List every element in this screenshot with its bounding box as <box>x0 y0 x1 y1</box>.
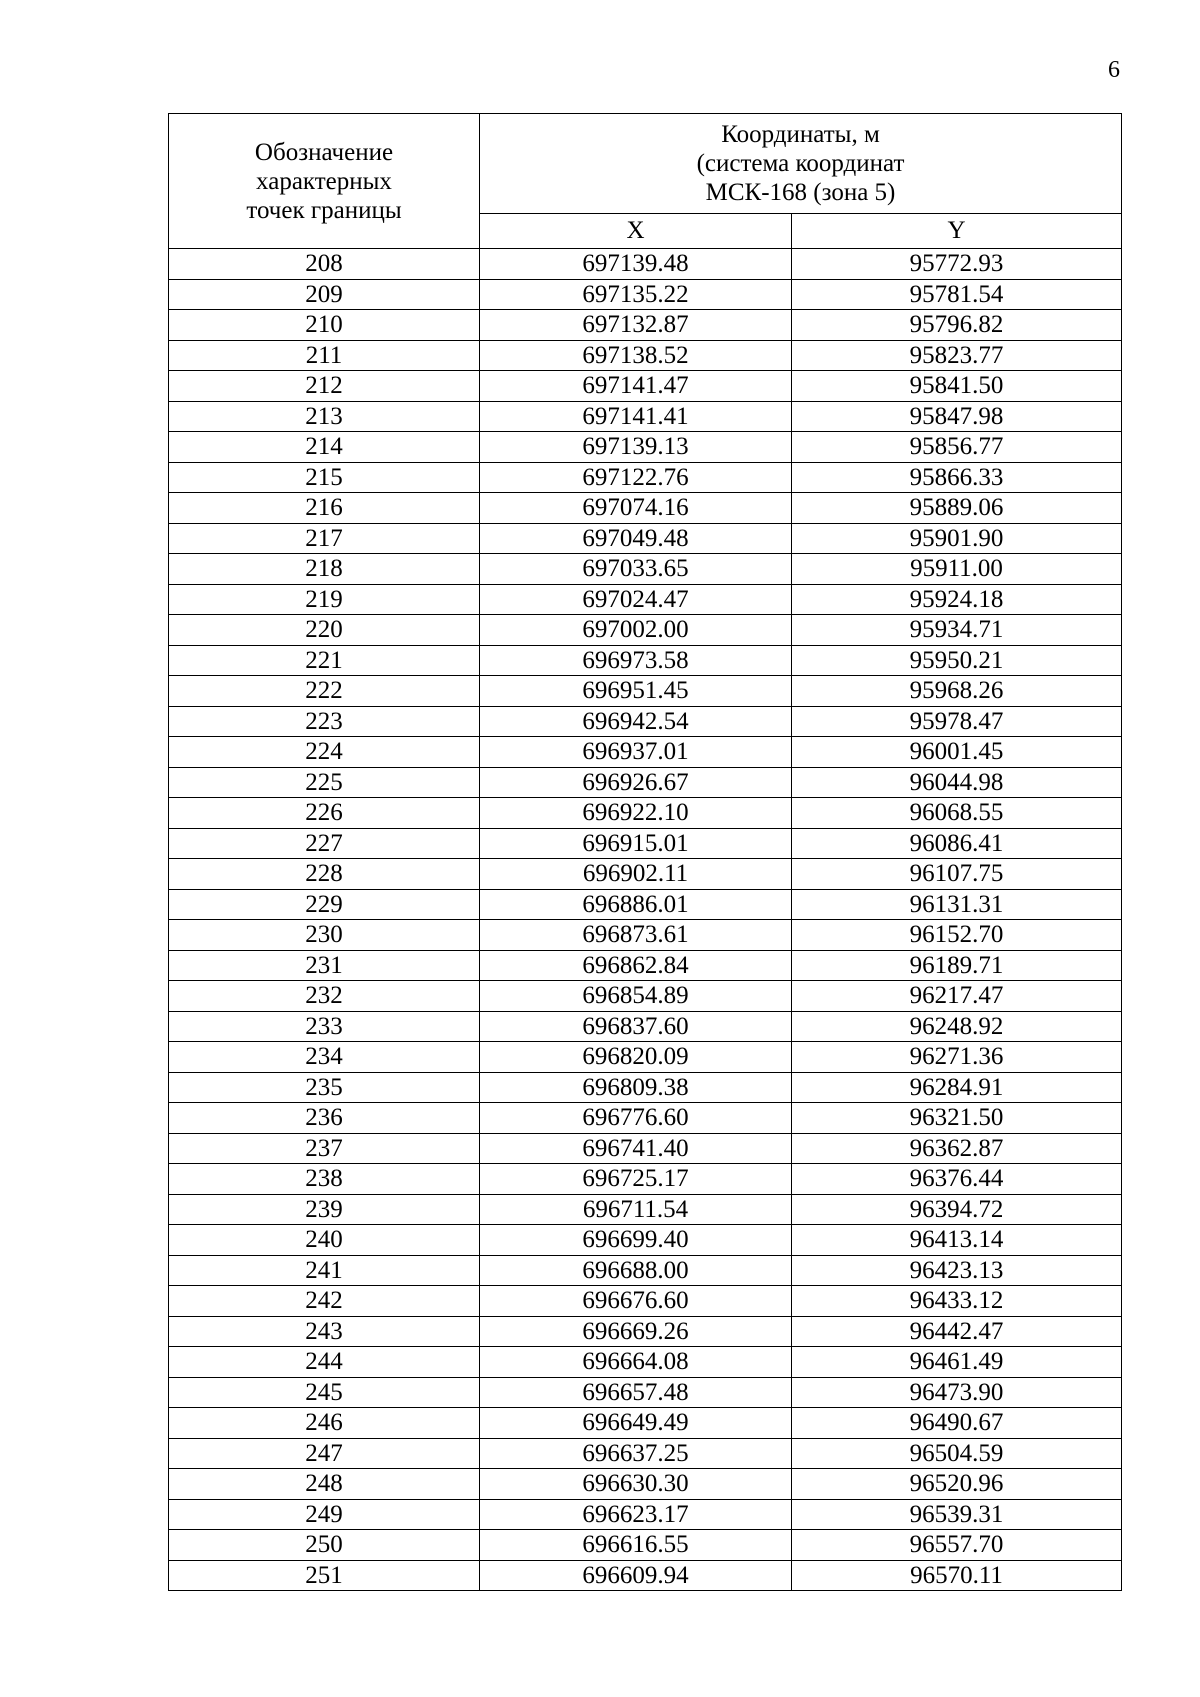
point-number-cell: 250 <box>169 1530 480 1561</box>
x-coordinate-cell: 696609.94 <box>480 1560 792 1591</box>
header-y: Y <box>792 213 1122 248</box>
table-row <box>169 1011 1122 1042</box>
y-coordinate-cell: 96423.13 <box>792 1255 1122 1286</box>
point-number-cell: 244 <box>169 1347 480 1378</box>
y-coordinate-cell: 96068.55 <box>792 798 1122 829</box>
table-row <box>169 340 1122 371</box>
x-coordinate-cell: 696725.17 <box>480 1164 792 1195</box>
table-row <box>169 1133 1122 1164</box>
x-coordinate-cell: 696741.40 <box>480 1133 792 1164</box>
table-row <box>169 1438 1122 1469</box>
table-row <box>169 889 1122 920</box>
y-coordinate-cell: 96461.49 <box>792 1347 1122 1378</box>
y-coordinate-cell: 95911.00 <box>792 554 1122 585</box>
x-coordinate-cell: 696616.55 <box>480 1530 792 1561</box>
point-number-cell: 208 <box>169 249 480 280</box>
table-row <box>169 310 1122 341</box>
x-coordinate-cell: 697002.00 <box>480 615 792 646</box>
point-number-cell: 211 <box>169 340 480 371</box>
point-number-cell: 229 <box>169 889 480 920</box>
y-coordinate-cell: 96376.44 <box>792 1164 1122 1195</box>
table-row <box>169 523 1122 554</box>
x-coordinate-cell: 696637.25 <box>480 1438 792 1469</box>
point-number-cell: 214 <box>169 432 480 463</box>
y-coordinate-cell: 95950.21 <box>792 645 1122 676</box>
point-number-cell: 218 <box>169 554 480 585</box>
point-number-cell: 236 <box>169 1103 480 1134</box>
point-number-cell: 234 <box>169 1042 480 1073</box>
point-number-cell: 248 <box>169 1469 480 1500</box>
point-number-cell: 210 <box>169 310 480 341</box>
table-row <box>169 1316 1122 1347</box>
table-row <box>169 859 1122 890</box>
x-coordinate-cell: 696664.08 <box>480 1347 792 1378</box>
y-coordinate-cell: 96044.98 <box>792 767 1122 798</box>
table-row <box>169 767 1122 798</box>
x-coordinate-cell: 696837.60 <box>480 1011 792 1042</box>
point-number-cell: 225 <box>169 767 480 798</box>
x-coordinate-cell: 696657.48 <box>480 1377 792 1408</box>
point-number-cell: 221 <box>169 645 480 676</box>
table-row <box>169 737 1122 768</box>
y-coordinate-cell: 96413.14 <box>792 1225 1122 1256</box>
x-coordinate-cell: 696623.17 <box>480 1499 792 1530</box>
table-row <box>169 401 1122 432</box>
table-row <box>169 493 1122 524</box>
x-coordinate-cell: 697139.13 <box>480 432 792 463</box>
table-row <box>169 798 1122 829</box>
x-coordinate-cell: 696937.01 <box>480 737 792 768</box>
table-row <box>169 371 1122 402</box>
x-coordinate-cell: 696699.40 <box>480 1225 792 1256</box>
header-coordinates: Координаты, м (система координат МСК-168 (зона 5) <box>480 114 1122 214</box>
page-number: 6 <box>1108 57 1120 83</box>
table-row <box>169 1072 1122 1103</box>
y-coordinate-cell: 96557.70 <box>792 1530 1122 1561</box>
y-coordinate-cell: 96284.91 <box>792 1072 1122 1103</box>
y-coordinate-cell: 95889.06 <box>792 493 1122 524</box>
x-coordinate-cell: 696902.11 <box>480 859 792 890</box>
y-coordinate-cell: 95866.33 <box>792 462 1122 493</box>
point-number-cell: 240 <box>169 1225 480 1256</box>
table-row <box>169 706 1122 737</box>
y-coordinate-cell: 95934.71 <box>792 615 1122 646</box>
point-number-cell: 213 <box>169 401 480 432</box>
x-coordinate-cell: 696862.84 <box>480 950 792 981</box>
y-coordinate-cell: 95772.93 <box>792 249 1122 280</box>
x-coordinate-cell: 696630.30 <box>480 1469 792 1500</box>
x-coordinate-cell: 697049.48 <box>480 523 792 554</box>
point-number-cell: 230 <box>169 920 480 951</box>
table-row <box>169 1194 1122 1225</box>
point-number-cell: 241 <box>169 1255 480 1286</box>
x-coordinate-cell: 696873.61 <box>480 920 792 951</box>
y-coordinate-cell: 96490.67 <box>792 1408 1122 1439</box>
table-row <box>169 1042 1122 1073</box>
table-row <box>169 1103 1122 1134</box>
x-coordinate-cell: 696942.54 <box>480 706 792 737</box>
x-coordinate-cell: 696922.10 <box>480 798 792 829</box>
x-coordinate-cell: 696688.00 <box>480 1255 792 1286</box>
y-coordinate-cell: 96131.31 <box>792 889 1122 920</box>
table-row <box>169 1408 1122 1439</box>
point-number-cell: 233 <box>169 1011 480 1042</box>
table-row <box>169 1530 1122 1561</box>
x-coordinate-cell: 696973.58 <box>480 645 792 676</box>
y-coordinate-cell: 95841.50 <box>792 371 1122 402</box>
y-coordinate-cell: 96394.72 <box>792 1194 1122 1225</box>
header-point-designation: Обозначение характерных точек границы <box>169 114 480 249</box>
table-row <box>169 645 1122 676</box>
x-coordinate-cell: 696886.01 <box>480 889 792 920</box>
y-coordinate-cell: 96362.87 <box>792 1133 1122 1164</box>
y-coordinate-cell: 96539.31 <box>792 1499 1122 1530</box>
table-row <box>169 1560 1122 1591</box>
table-row <box>169 828 1122 859</box>
x-coordinate-cell: 697132.87 <box>480 310 792 341</box>
y-coordinate-cell: 96248.92 <box>792 1011 1122 1042</box>
y-coordinate-cell: 96001.45 <box>792 737 1122 768</box>
y-coordinate-cell: 96570.11 <box>792 1560 1122 1591</box>
point-number-cell: 242 <box>169 1286 480 1317</box>
y-coordinate-cell: 96520.96 <box>792 1469 1122 1500</box>
y-coordinate-cell: 95823.77 <box>792 340 1122 371</box>
x-coordinate-cell: 697122.76 <box>480 462 792 493</box>
x-coordinate-cell: 697024.47 <box>480 584 792 615</box>
y-coordinate-cell: 95901.90 <box>792 523 1122 554</box>
table-row <box>169 676 1122 707</box>
point-number-cell: 249 <box>169 1499 480 1530</box>
table-row <box>169 279 1122 310</box>
y-coordinate-cell: 95847.98 <box>792 401 1122 432</box>
x-coordinate-cell: 697135.22 <box>480 279 792 310</box>
y-coordinate-cell: 95924.18 <box>792 584 1122 615</box>
table-row <box>169 1286 1122 1317</box>
table-row <box>169 249 1122 280</box>
y-coordinate-cell: 96086.41 <box>792 828 1122 859</box>
x-coordinate-cell: 696854.89 <box>480 981 792 1012</box>
table-row <box>169 920 1122 951</box>
y-coordinate-cell: 95796.82 <box>792 310 1122 341</box>
x-coordinate-cell: 697074.16 <box>480 493 792 524</box>
x-coordinate-cell: 696809.38 <box>480 1072 792 1103</box>
x-coordinate-cell: 696820.09 <box>480 1042 792 1073</box>
point-number-cell: 227 <box>169 828 480 859</box>
point-number-cell: 243 <box>169 1316 480 1347</box>
point-number-cell: 220 <box>169 615 480 646</box>
table-row <box>169 1347 1122 1378</box>
point-number-cell: 228 <box>169 859 480 890</box>
point-number-cell: 245 <box>169 1377 480 1408</box>
y-coordinate-cell: 96433.12 <box>792 1286 1122 1317</box>
x-coordinate-cell: 696915.01 <box>480 828 792 859</box>
table-body <box>169 249 1122 1591</box>
table-row <box>169 1255 1122 1286</box>
x-coordinate-cell: 697138.52 <box>480 340 792 371</box>
y-coordinate-cell: 95978.47 <box>792 706 1122 737</box>
point-number-cell: 222 <box>169 676 480 707</box>
y-coordinate-cell: 96504.59 <box>792 1438 1122 1469</box>
y-coordinate-cell: 96442.47 <box>792 1316 1122 1347</box>
point-number-cell: 239 <box>169 1194 480 1225</box>
y-coordinate-cell: 95781.54 <box>792 279 1122 310</box>
x-coordinate-cell: 697141.47 <box>480 371 792 402</box>
y-coordinate-cell: 96271.36 <box>792 1042 1122 1073</box>
y-coordinate-cell: 96189.71 <box>792 950 1122 981</box>
x-coordinate-cell: 696926.67 <box>480 767 792 798</box>
x-coordinate-cell: 696676.60 <box>480 1286 792 1317</box>
table-row <box>169 584 1122 615</box>
point-number-cell: 223 <box>169 706 480 737</box>
y-coordinate-cell: 96473.90 <box>792 1377 1122 1408</box>
table-row <box>169 1499 1122 1530</box>
y-coordinate-cell: 95856.77 <box>792 432 1122 463</box>
x-coordinate-cell: 697141.41 <box>480 401 792 432</box>
x-coordinate-cell: 697139.48 <box>480 249 792 280</box>
y-coordinate-cell: 96152.70 <box>792 920 1122 951</box>
x-coordinate-cell: 696669.26 <box>480 1316 792 1347</box>
point-number-cell: 246 <box>169 1408 480 1439</box>
point-number-cell: 219 <box>169 584 480 615</box>
point-number-cell: 237 <box>169 1133 480 1164</box>
point-number-cell: 215 <box>169 462 480 493</box>
point-number-cell: 232 <box>169 981 480 1012</box>
table-row <box>169 1469 1122 1500</box>
point-number-cell: 231 <box>169 950 480 981</box>
header-x: X <box>480 213 792 248</box>
table-row <box>169 615 1122 646</box>
point-number-cell: 238 <box>169 1164 480 1195</box>
table-row <box>169 462 1122 493</box>
coordinates-table <box>168 113 1122 1591</box>
table-row <box>169 554 1122 585</box>
point-number-cell: 209 <box>169 279 480 310</box>
y-coordinate-cell: 96217.47 <box>792 981 1122 1012</box>
x-coordinate-cell: 696711.54 <box>480 1194 792 1225</box>
point-number-cell: 251 <box>169 1560 480 1591</box>
x-coordinate-cell: 696649.49 <box>480 1408 792 1439</box>
point-number-cell: 217 <box>169 523 480 554</box>
point-number-cell: 247 <box>169 1438 480 1469</box>
y-coordinate-cell: 96107.75 <box>792 859 1122 890</box>
y-coordinate-cell: 96321.50 <box>792 1103 1122 1134</box>
point-number-cell: 235 <box>169 1072 480 1103</box>
x-coordinate-cell: 696951.45 <box>480 676 792 707</box>
table-row <box>169 432 1122 463</box>
x-coordinate-cell: 696776.60 <box>480 1103 792 1134</box>
point-number-cell: 216 <box>169 493 480 524</box>
y-coordinate-cell: 95968.26 <box>792 676 1122 707</box>
table-row <box>169 1225 1122 1256</box>
table-row <box>169 950 1122 981</box>
point-number-cell: 226 <box>169 798 480 829</box>
point-number-cell: 224 <box>169 737 480 768</box>
table-row <box>169 1164 1122 1195</box>
point-number-cell: 212 <box>169 371 480 402</box>
table-row <box>169 981 1122 1012</box>
table-row <box>169 1377 1122 1408</box>
x-coordinate-cell: 697033.65 <box>480 554 792 585</box>
